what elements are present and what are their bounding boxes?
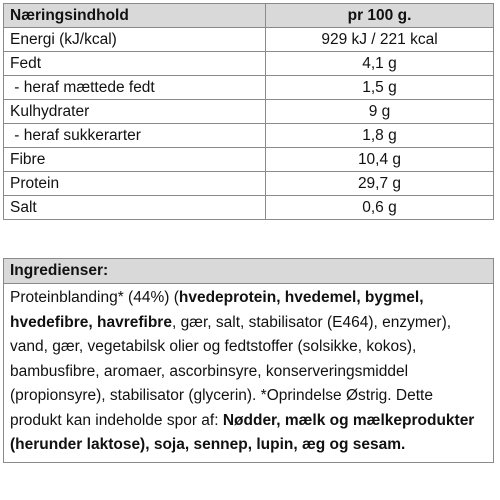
ingredients-body-row	[4, 284, 494, 463]
table-row	[4, 124, 494, 148]
ingredients-segment: , gær, salt, stabilisator (E464), enzymer), vand, gær, vegetabilsk olier og fedtstoffer (solsikke, kokos), bambusfibre, aromaer, ascorbinsyre, konserveringsmiddel (propionsyre), stabilisator (glycerin). *Oprindelse Østrig. Dette produkt kan indeholde spor af:	[10, 313, 452, 429]
table-row	[4, 172, 494, 196]
ingredients-table	[3, 258, 494, 463]
nutrient-label: Fedt	[4, 52, 266, 76]
table-row	[4, 196, 494, 220]
nutrient-value: 10,4 g	[266, 148, 494, 172]
nutrient-value: 929 kJ / 221 kcal	[266, 28, 494, 52]
table-row	[4, 148, 494, 172]
ingredients-segment-bold: Nødder, mælk og mælkeprodukter (herunder laktose), soja, sennep, lupin, æg og sesam.	[10, 411, 475, 453]
nutrition-header-label: Næringsindhold	[4, 4, 266, 28]
table-row	[4, 76, 494, 100]
nutrient-label: - heraf sukkerarter	[4, 124, 266, 148]
nutrition-header-value: pr 100 g.	[266, 4, 494, 28]
table-row	[4, 28, 494, 52]
nutrient-label: - heraf mættede fedt	[4, 76, 266, 100]
ingredients-title: Ingredienser:	[4, 259, 494, 284]
ingredients-segment: Proteinblanding* (44%) (	[10, 289, 179, 306]
nutrient-value: 1,5 g	[266, 76, 494, 100]
nutrient-label: Energi (kJ/kcal)	[4, 28, 266, 52]
ingredients-segment-bold: hvedeprotein, hvedemel, bygmel, hvedefibre, havrefibre	[10, 289, 424, 331]
nutrient-value: 9 g	[266, 100, 494, 124]
nutrition-header-row	[4, 4, 494, 28]
nutrient-value: 0,6 g	[266, 196, 494, 220]
nutrition-body	[4, 28, 494, 220]
nutrient-label: Protein	[4, 172, 266, 196]
nutrient-label: Kulhydrater	[4, 100, 266, 124]
nutrient-label: Salt	[4, 196, 266, 220]
nutrient-value: 29,7 g	[266, 172, 494, 196]
ingredients-header-row	[4, 259, 494, 284]
table-row	[4, 52, 494, 76]
nutrient-value: 4,1 g	[266, 52, 494, 76]
nutrient-value: 1,8 g	[266, 124, 494, 148]
table-row	[4, 100, 494, 124]
ingredients-text	[4, 284, 494, 463]
nutrition-table	[3, 3, 494, 220]
nutrient-label: Fibre	[4, 148, 266, 172]
